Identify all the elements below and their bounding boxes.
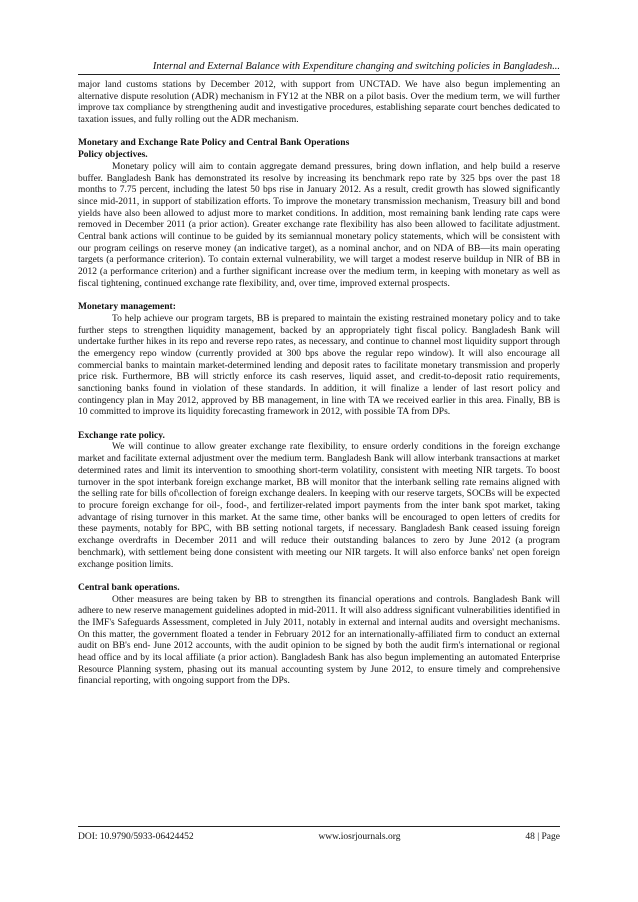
section-heading-monetary-exchange: Monetary and Exchange Rate Policy and Central Bank Operations: [78, 138, 350, 149]
intro-paragraph: major land customs stations by December 2012, with support from UNCTAD. We have also begun implementing an alternative dispute resolution (ADR) mechanism in FY12 at the NBR on a pilot basis. Over the medium term, we will further improve tax compliance by strengthening audit and investigative procedures, establishing separate court benches dedicated to taxation issues, and fully rolling out the ADR mechanism.: [78, 80, 560, 126]
monetary-management-paragraph: To help achieve our program targets, BB is prepared to maintain the existing restrained monetary policy and to take further steps to strengthen liquidity management, backed by an appropriately tight fiscal policy. Bangladesh Bank will undertake further hikes in its repo and reverse repo rates, as necessary, and continue to channel most liquidity support through the emergency repo window (currently provided at 300 bps above the regular repo window). It will also encourage all commercial banks to maintain market-determined lending and deposit rates to facilitate monetary transmission and properly price risk. Furthermore, BB will strictly enforce its cash reserves, liquid asset, and credit-to-deposit ratio requirements, sanctioning banks found in violation of these standards. In addition, it will finalize a lender of last resort policy and contingency plan in May 2012, approved by BB management, in line with TA we received earlier in this area. Finally, BB is 10 committed to improve its liquidity forecasting framework in 2012, with possible TA from DPs.: [78, 313, 560, 418]
running-title: Internal and External Balance with Expenditure changing and switching policies in Bangladesh...: [152, 61, 560, 72]
footer-website: www.iosrjournals.org: [318, 832, 401, 842]
footer-page-number: 48 | Page: [525, 832, 560, 842]
exchange-rate-paragraph: We will continue to allow greater exchange rate flexibility, to ensure orderly conditions in the foreign exchange market and facilitate external adjustment over the medium term. Bangladesh Bank will allow interbank transactions at market determined rates and limit its intervention to smoothing short-term volatility, consistent with meeting NIR targets. To boost turnover in the spot interbank foreign exchange market, BB will monitor that the interbank selling rate remains aligned with the selling rate for bills of\collection of foreign exchange dealers. In keeping with our reserve targets, SOCBs will be expected to procure foreign exchange for oil-, food-, and fertilizer-related import payments from the inter bank spot market, taking advantage of rising turnover in this market. At the same time, other banks will be encouraged to open letters of credits for these payments, notably for BPC, with BB setting notional targets, if necessary. Bangladesh Bank ceased issuing foreign exchange overdrafts in December 2011 and will reduce their outstanding balances to zero by June 2012 (a program benchmark), with settlement being done consistent with meeting our NIR targets. It will also enforce banks' net open foreign exchange position limits.: [78, 442, 560, 570]
central-bank-paragraph: Other measures are being taken by BB to strengthen its financial operations and controls. Bangladesh Bank will adhere to new reserve management guidelines adopted in mid-2011. It will also address significant vulnerabilities identified in the IMF's Safeguards Assessment, completed in July 2011, notably in external and internal audits and oversight mechanisms. On this matter, the government floated a tender in February 2012 for an internationally-affiliated firm to conduct an external audit on BB's end- June 2012 accounts, with the audit opinion to be signed by both the audit firm's international or regional head office and by its local affiliate (a prior action). Bangladesh Bank has also begun implementing an automated Enterprise Resource Planning system, phasing out its manual accounting system by June 2012, to ensure timely and comprehensive financial reporting, with ongoing support from the DPs.: [78, 594, 560, 687]
subheading-policy-objectives: Policy objectives.: [78, 150, 148, 161]
section-heading-central-bank: Central bank operations.: [78, 582, 180, 593]
running-header: [78, 61, 560, 75]
section-heading-monetary-management: Monetary management:: [78, 302, 176, 313]
footer-doi: DOI: 10.9790/5933-06424452: [78, 832, 194, 842]
page-footer: [78, 826, 560, 842]
policy-objectives-paragraph: Monetary policy will aim to contain aggregate demand pressures, bring down inflation, and help build a reserve buffer. Bangladesh Bank has demonstrated its resolve by increasing its benchmark repo rate by 325 bps over the past 18 months to 7.75 percent, including the latest 50 bps rise in January 2012. As a result, credit growth has slowed significantly since mid-2011, in support of stabilization efforts. To improve the monetary transmission mechanism, Treasury bill and bond yields have also been allowed to adjust more to market conditions. In addition, most remaining bank lending rate caps were removed in December 2011 (a prior action). Greater exchange rate flexibility has also been allowed to facilitate adjustment. Central bank actions will continue to be guided by its semiannual monetary policy statements, which will be consistent with our program ceilings on reserve money (an indicative target), as a nominal anchor, and on NDA of BB—its main operating targets (a performance criterion). To contain external vulnerability, we will target a modest reserve buildup in NIR of BB in 2012 (a performance criterion) and a further significant increase over the medium term, in keeping with monetary as well as fiscal tightening, continued exchange rate flexibility, and, over time, improved external prospects.: [78, 161, 560, 289]
article-body: [78, 80, 560, 688]
section-heading-exchange-rate: Exchange rate policy.: [78, 430, 165, 441]
